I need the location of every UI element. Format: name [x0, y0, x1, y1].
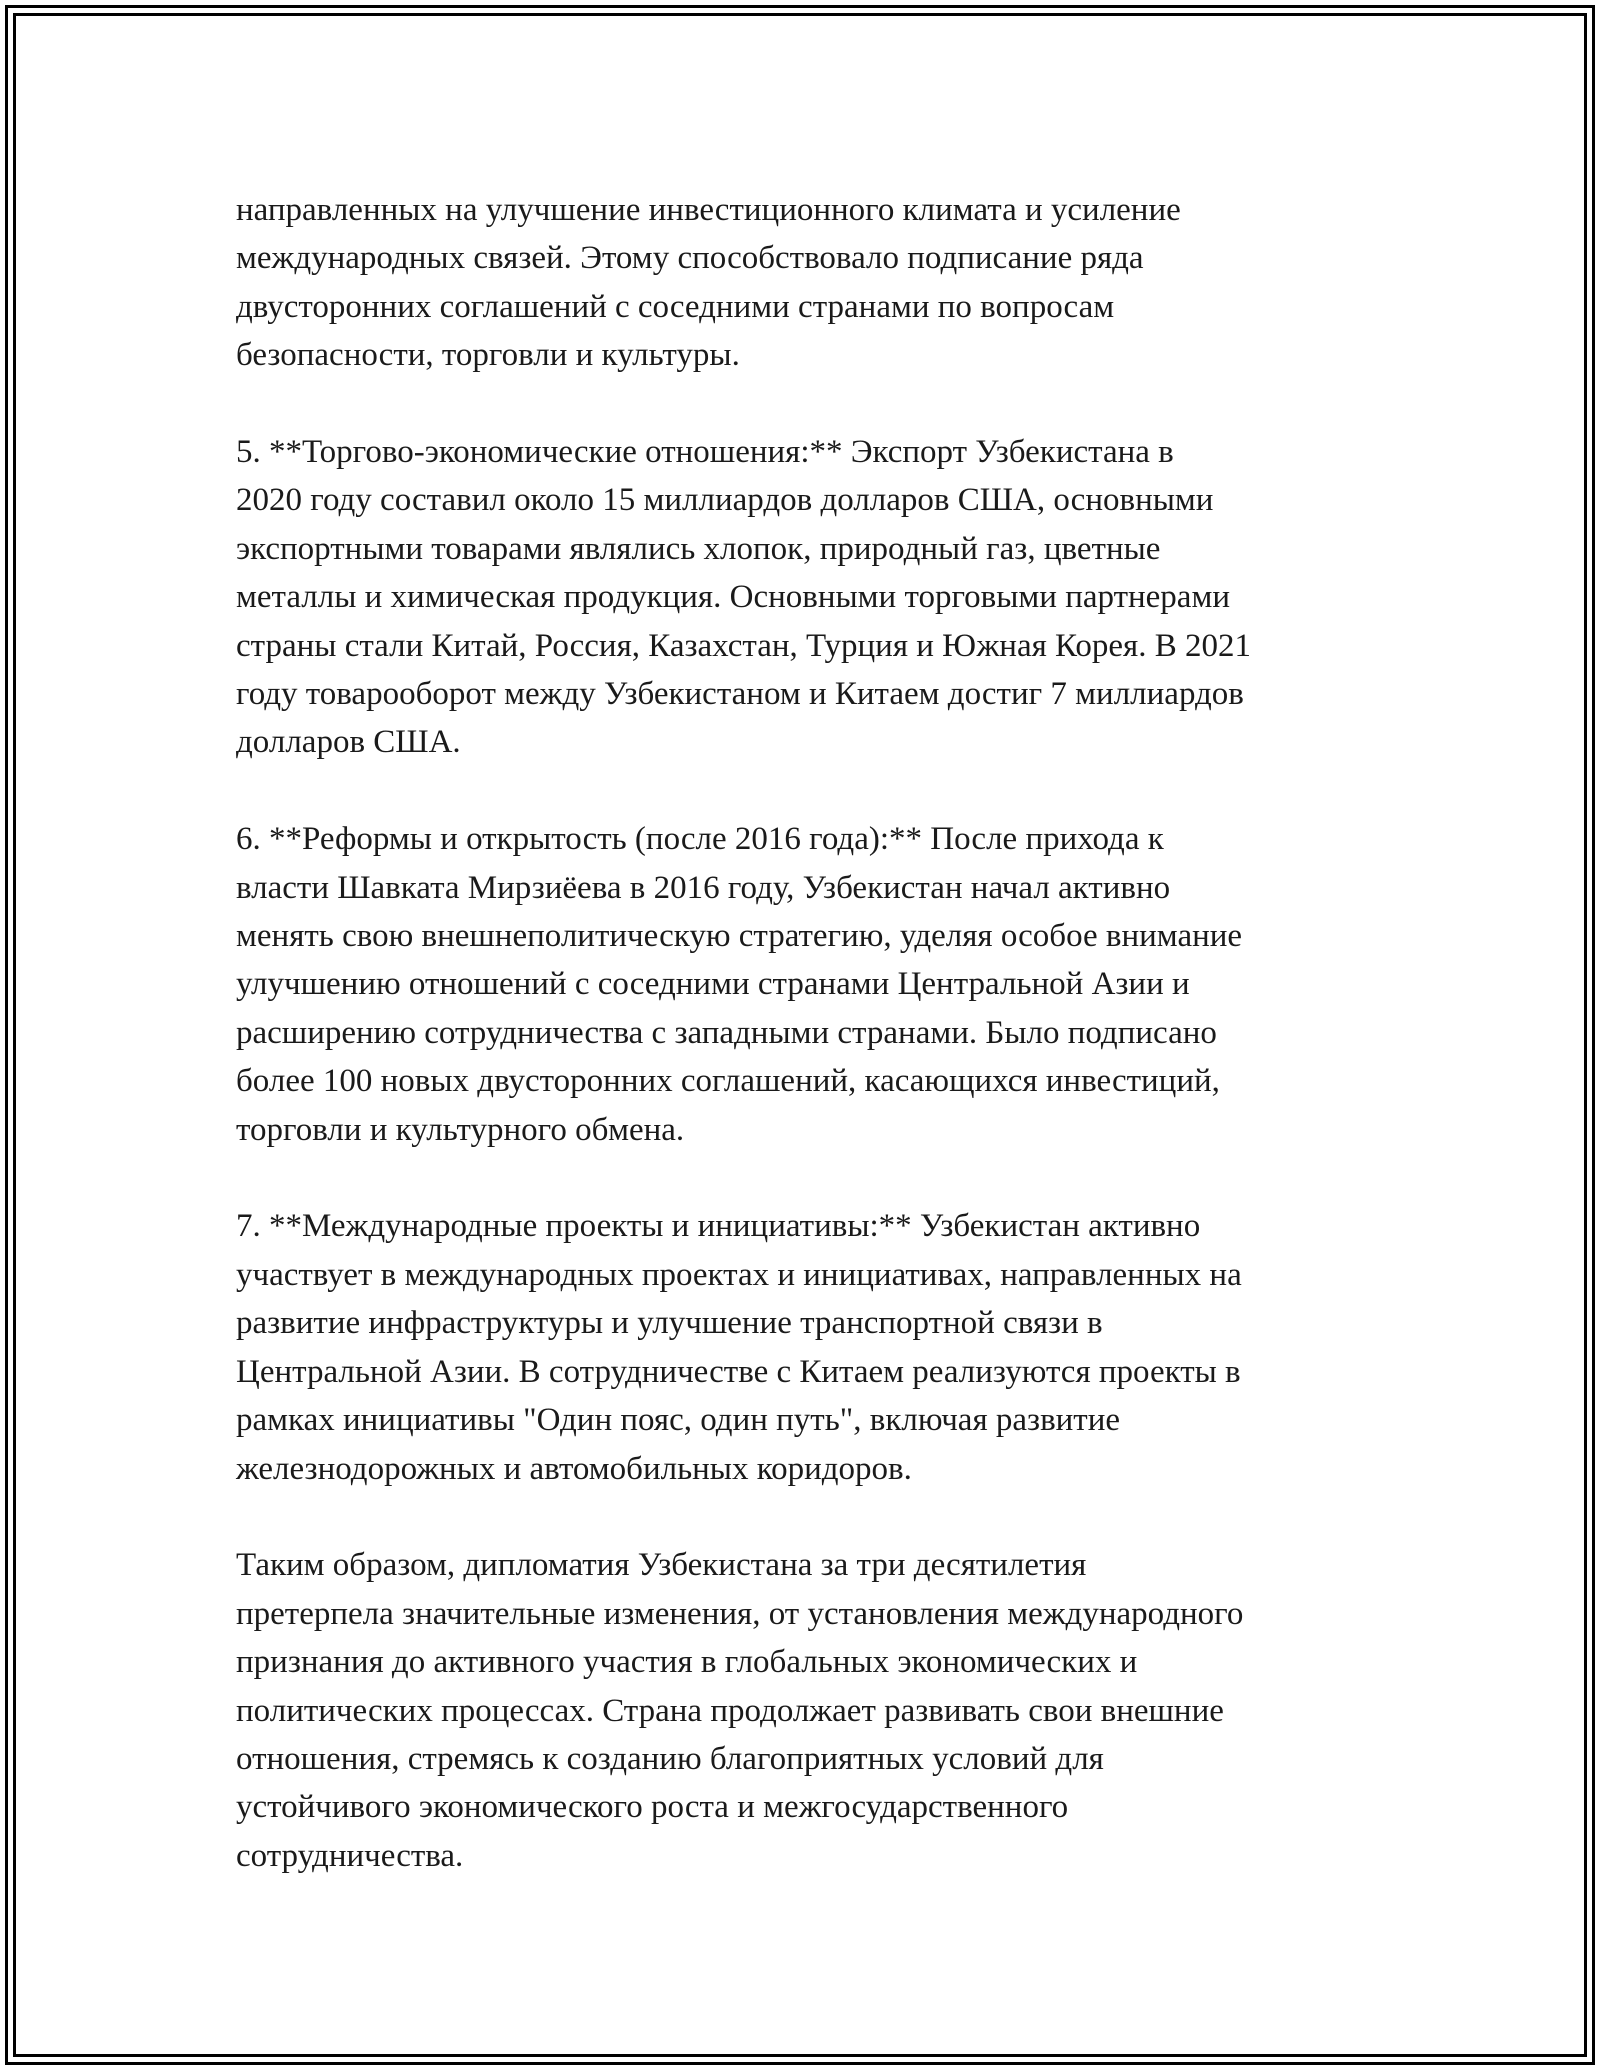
paragraph-trade-relations: 5. **Торгово-экономические отношения:** Экспорт Узбекистана в 2020 году составил около 15 миллиардов долларов США, основными экспортными товарами являлись хлопок, природный газ, цветные металлы и химическая продукция. Основными торговыми партнерами страны стали Китай, Россия, Казахстан, Турция и Южная Корея. В 2021 году товарооборот между Узбекистаном и Китаем достиг 7 миллиардов долларов США. — [236, 434, 1251, 761]
paragraph-conclusion: Таким образом, дипломатия Узбекистана за три десятилетия претерпела значительные изменения, от установления международного признания до активного участия в глобальных экономических и политических процессах. Страна продолжает развивать свои внешние отношения, стремясь к созданию благоприятных условий для устойчивого экономического роста и межгосударственного сотрудничества. — [236, 1547, 1244, 1874]
paragraph-reforms: 6. **Реформы и открытость (после 2016 года):** После прихода к власти Шавката Мирзиёева в 2016 году, Узбекистан начал активно менять свою внешнеполитическую стратегию, уделяя особое внимание улучшению отношений с соседними странами Центральной Азии и расширению сотрудничества с западными странами. Было подписано более 100 новых двусторонних соглашений, касающихся инвестиций, торговли и культурного обмена. — [236, 821, 1243, 1148]
paragraph-continuation: направленных на улучшение инвестиционного климата и усиление международных связей. Этому способствовало подписание ряда двусторонних соглашений с соседними странами по вопросам безопасности, торговли и культуры. — [236, 192, 1181, 374]
paragraph-international-projects: 7. **Международные проекты и инициативы:** Узбекистан активно участвует в международных проектах и инициативах, направленных на развитие инфраструктуры и улучшение транспортной связи в Центральной Азии. В сотрудничестве с Китаем реализуются проекты в рамках инициативы "Один пояс, один путь", включая развитие железнодорожных и автомобильных коридоров. — [236, 1208, 1242, 1487]
document-body — [236, 186, 1386, 1880]
